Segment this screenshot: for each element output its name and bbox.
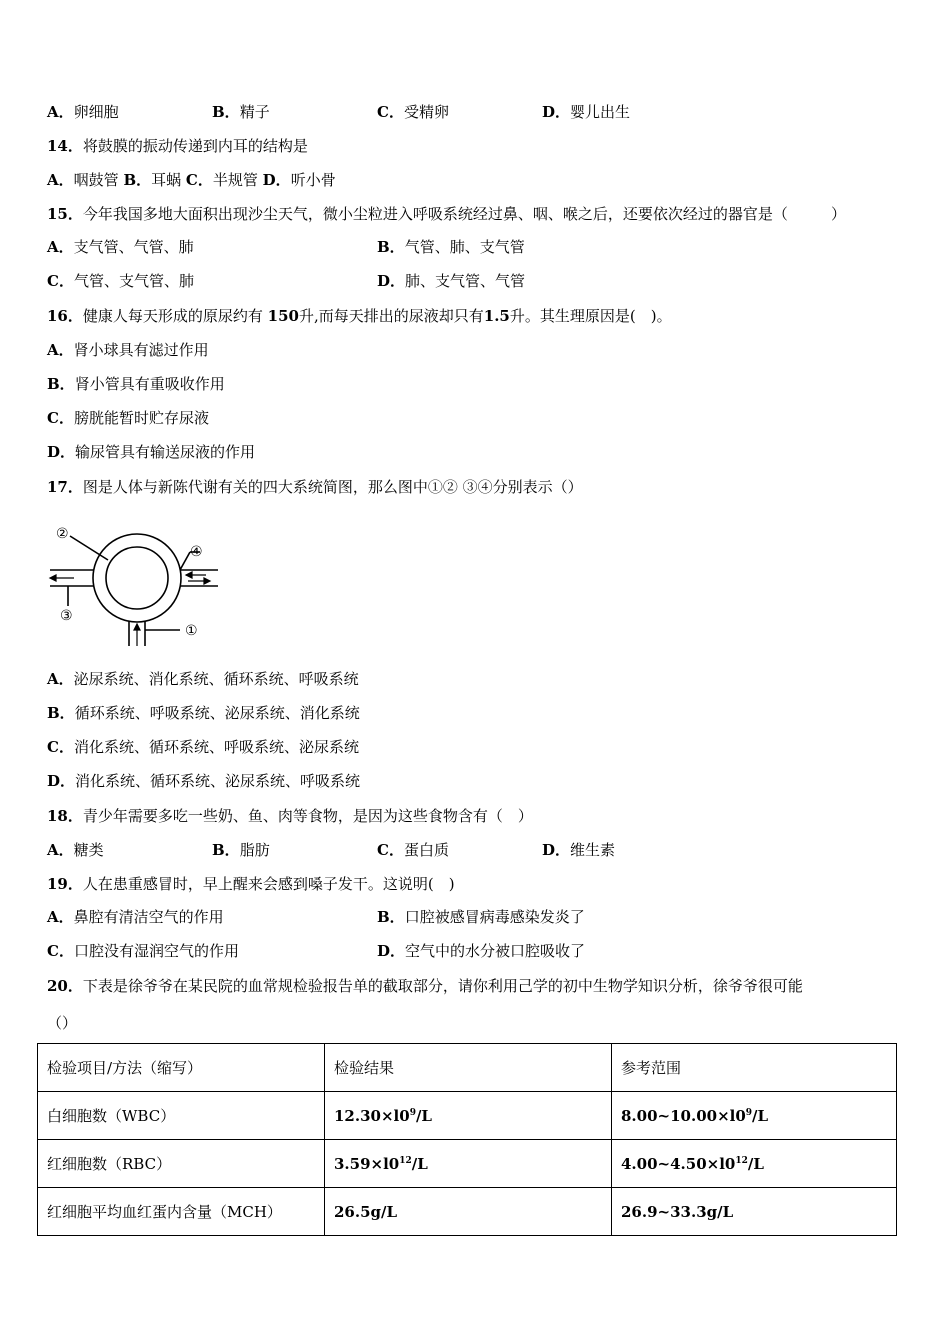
q19-option-a[interactable] xyxy=(47,907,224,927)
arrow-left-icon xyxy=(50,575,56,581)
q20-stem-cont xyxy=(47,1013,77,1033)
q18-stem xyxy=(47,806,533,826)
q14-option-a[interactable] xyxy=(47,171,119,189)
result-unit: /L xyxy=(415,1106,432,1125)
range-unit: /L xyxy=(752,1106,769,1125)
option-key: C． xyxy=(47,942,74,960)
q13-option-c[interactable] xyxy=(377,102,449,122)
table-row xyxy=(38,1092,897,1140)
option-text: 肾小管具有重吸收作用 xyxy=(74,375,225,393)
cell-item: 红细胞平均血红蛋内含量（MCH） xyxy=(38,1188,325,1236)
option-key: B． xyxy=(377,908,405,926)
option-key: A． xyxy=(47,908,74,926)
option-text: 气管、肺、支气管 xyxy=(404,238,525,256)
answer-paren: ） xyxy=(830,205,846,223)
q19-option-c[interactable] xyxy=(47,941,239,961)
result-exponent: 9 xyxy=(409,1107,416,1118)
volume-primary-urine: 150 xyxy=(267,307,299,325)
option-text: 气管、支气管、肺 xyxy=(73,272,194,290)
option-text: 消化系统、循环系统、呼吸系统、泌尿系统 xyxy=(73,738,359,756)
option-key: D． xyxy=(377,942,406,960)
option-key: B． xyxy=(123,171,152,189)
range-exponent: 12 xyxy=(735,1155,748,1166)
option-text: 维生素 xyxy=(570,841,616,859)
q15-option-d[interactable] xyxy=(377,271,525,291)
label-4: ④ xyxy=(190,544,203,560)
q15-option-c[interactable] xyxy=(47,271,194,291)
option-key: D． xyxy=(377,272,406,290)
question-text: 下表是徐爷爷在某民院的血常规检验报告单的截取部分，请你利用己学的初中生物学知识分析，徐爷爷很可能 xyxy=(82,977,803,995)
q13-option-b[interactable] xyxy=(212,102,270,122)
q18-option-a[interactable] xyxy=(47,840,104,860)
q14-option-b[interactable] xyxy=(123,171,181,189)
question-text: 人在患重感冒时，早上醒来会感到嗓子发干。这说明( ) xyxy=(82,875,455,893)
option-text: 空气中的水分被口腔吸收了 xyxy=(405,942,586,960)
question-number: 15． xyxy=(47,205,83,223)
q17-stem xyxy=(47,477,583,497)
q18-option-d[interactable] xyxy=(542,840,615,860)
question-number: 20． xyxy=(47,977,83,995)
option-key: B． xyxy=(212,103,240,121)
q18-option-b[interactable] xyxy=(212,840,270,860)
option-text: 循环系统、呼吸系统、泌尿系统、消化系统 xyxy=(74,704,360,722)
range-exponent: 9 xyxy=(745,1107,753,1118)
q14-option-d[interactable] xyxy=(263,171,336,189)
option-text: 听小骨 xyxy=(290,171,336,189)
question-number: 17． xyxy=(47,478,83,496)
arrow-up-icon xyxy=(134,624,140,630)
q13-option-a[interactable] xyxy=(47,102,119,122)
option-text: 半规管 xyxy=(212,171,258,189)
option-key: C． xyxy=(47,272,74,290)
option-text: 肺、支气管、气管 xyxy=(405,272,526,290)
option-text: 肾小球具有滤过作用 xyxy=(73,341,209,359)
header-result: 检验结果 xyxy=(325,1044,612,1092)
option-key: D． xyxy=(47,443,76,461)
option-key: B． xyxy=(377,238,405,256)
result-exponent: 12 xyxy=(399,1155,412,1166)
header-item: 检验项目/方法（缩写） xyxy=(38,1044,325,1092)
option-text: 鼻腔有清洁空气的作用 xyxy=(73,908,224,926)
option-text: 口腔被感冒病毒感染发炎了 xyxy=(404,908,585,926)
option-key: A． xyxy=(47,841,74,859)
table-header-row xyxy=(38,1044,897,1092)
option-key: D． xyxy=(47,772,76,790)
header-range: 参考范围 xyxy=(612,1044,897,1092)
q17-option-b[interactable] xyxy=(47,703,360,723)
option-key: A． xyxy=(47,341,74,359)
option-text: 输尿管具有输送尿液的作用 xyxy=(75,443,256,461)
question-number: 16． xyxy=(47,307,83,325)
option-text: 消化系统、循环系统、泌尿系统、呼吸系统 xyxy=(75,772,361,790)
range-unit: /L xyxy=(747,1154,764,1173)
q15-option-a[interactable] xyxy=(47,237,194,257)
q19-stem xyxy=(47,874,455,894)
cell-item: 红细胞数（RBC） xyxy=(38,1140,325,1188)
question-text: 青少年需要多吃一些奶、鱼、肉等食物，是因为这些食物含有（ ） xyxy=(82,807,533,825)
q16-option-d[interactable] xyxy=(47,442,255,462)
option-text: 糖类 xyxy=(73,841,104,859)
q14-stem xyxy=(47,136,308,156)
question-number: 19． xyxy=(47,875,83,893)
cell-result xyxy=(325,1092,612,1140)
table-row xyxy=(38,1188,897,1236)
cell-result xyxy=(325,1188,612,1236)
option-text: 蛋白质 xyxy=(403,841,449,859)
answer-paren: （） xyxy=(47,1014,78,1032)
arrow-in-icon xyxy=(186,572,192,578)
option-key: A． xyxy=(47,171,74,189)
option-key: D． xyxy=(542,103,571,121)
q16-option-c[interactable] xyxy=(47,408,209,428)
q13-option-d[interactable] xyxy=(542,102,630,122)
option-key: B． xyxy=(47,375,75,393)
option-key: C． xyxy=(377,841,404,859)
question-text: 今年我国多地大面积出现沙尘天气，微小尘粒进入呼吸系统经过鼻、咽、喉之后，还要依次经过的器官是（ xyxy=(82,205,788,223)
blood-test-table xyxy=(37,1043,897,1236)
cell-result xyxy=(325,1140,612,1188)
option-key: A． xyxy=(47,103,74,121)
option-key: B． xyxy=(212,841,240,859)
label-2: ② xyxy=(56,526,69,542)
question-number: 14． xyxy=(47,137,83,155)
cell-item: 白细胞数（WBC） xyxy=(38,1092,325,1140)
label-1: ① xyxy=(185,623,198,639)
option-text: 耳蜗 xyxy=(151,171,182,189)
inner-ring xyxy=(106,547,168,609)
question-number: 18． xyxy=(47,807,83,825)
q16-stem xyxy=(47,306,672,326)
result-value: 12.30×l0 xyxy=(334,1106,410,1125)
option-text: 脂肪 xyxy=(239,841,270,859)
result-value: 3.59×l0 xyxy=(334,1154,400,1173)
option-key: D． xyxy=(262,171,291,189)
option-key: C． xyxy=(47,738,74,756)
range-value: 26.9~33.3g/L xyxy=(621,1202,734,1221)
option-key: C． xyxy=(377,103,404,121)
q19-option-b[interactable] xyxy=(377,907,585,927)
q15-stem xyxy=(47,204,898,224)
q17-option-a[interactable] xyxy=(47,669,359,689)
q15-option-b[interactable] xyxy=(377,237,525,257)
q18-option-c[interactable] xyxy=(377,840,449,860)
cell-range xyxy=(612,1092,897,1140)
question-text: 图是人体与新陈代谢有关的四大系统简图，那么图中①② ③④分别表示（） xyxy=(82,478,583,496)
option-text: 精子 xyxy=(239,103,270,121)
q17-option-d[interactable] xyxy=(47,771,360,791)
option-text: 泌尿系统、消化系统、循环系统、呼吸系统 xyxy=(73,670,359,688)
option-key: D． xyxy=(542,841,571,859)
option-text: 支气管、气管、肺 xyxy=(73,238,194,256)
label-3: ③ xyxy=(60,608,73,624)
option-text: 受精卵 xyxy=(403,103,449,121)
option-text: 口腔没有湿润空气的作用 xyxy=(73,942,239,960)
option-key: A． xyxy=(47,670,74,688)
cell-range xyxy=(612,1140,897,1188)
option-key: C． xyxy=(185,171,213,189)
result-value: 26.5g/L xyxy=(334,1202,398,1221)
q17-option-c[interactable] xyxy=(47,737,359,757)
range-value: 8.00~10.00×l0 xyxy=(621,1106,746,1125)
question-text: 升,而每天排出的尿液却只有 xyxy=(298,307,484,325)
option-text: 膀胱能暂时贮存尿液 xyxy=(73,409,209,427)
option-key: C． xyxy=(47,409,74,427)
metabolism-systems-diagram xyxy=(40,518,220,650)
q20-stem xyxy=(47,976,803,996)
option-text: 咽鼓管 xyxy=(73,171,119,189)
range-value: 4.00~4.50×l0 xyxy=(621,1154,736,1173)
q14-options xyxy=(47,170,336,190)
option-text: 卵细胞 xyxy=(73,103,119,121)
cell-range xyxy=(612,1188,897,1236)
option-key: A． xyxy=(47,238,74,256)
result-unit: /L xyxy=(411,1154,428,1173)
volume-urine: 1.5 xyxy=(483,307,510,325)
question-text: 升。其生理原因是( )。 xyxy=(509,307,672,325)
question-text: 将鼓膜的振动传递到内耳的结构是 xyxy=(82,137,308,155)
q16-option-a[interactable] xyxy=(47,340,209,360)
table-row xyxy=(38,1140,897,1188)
question-text: 健康人每天形成的原尿约有 xyxy=(82,307,263,325)
option-text: 婴儿出生 xyxy=(570,103,631,121)
q16-option-b[interactable] xyxy=(47,374,225,394)
q14-option-c[interactable] xyxy=(186,171,258,189)
option-key: B． xyxy=(47,704,75,722)
q19-option-d[interactable] xyxy=(377,941,585,961)
arrow-out-icon xyxy=(204,578,210,584)
